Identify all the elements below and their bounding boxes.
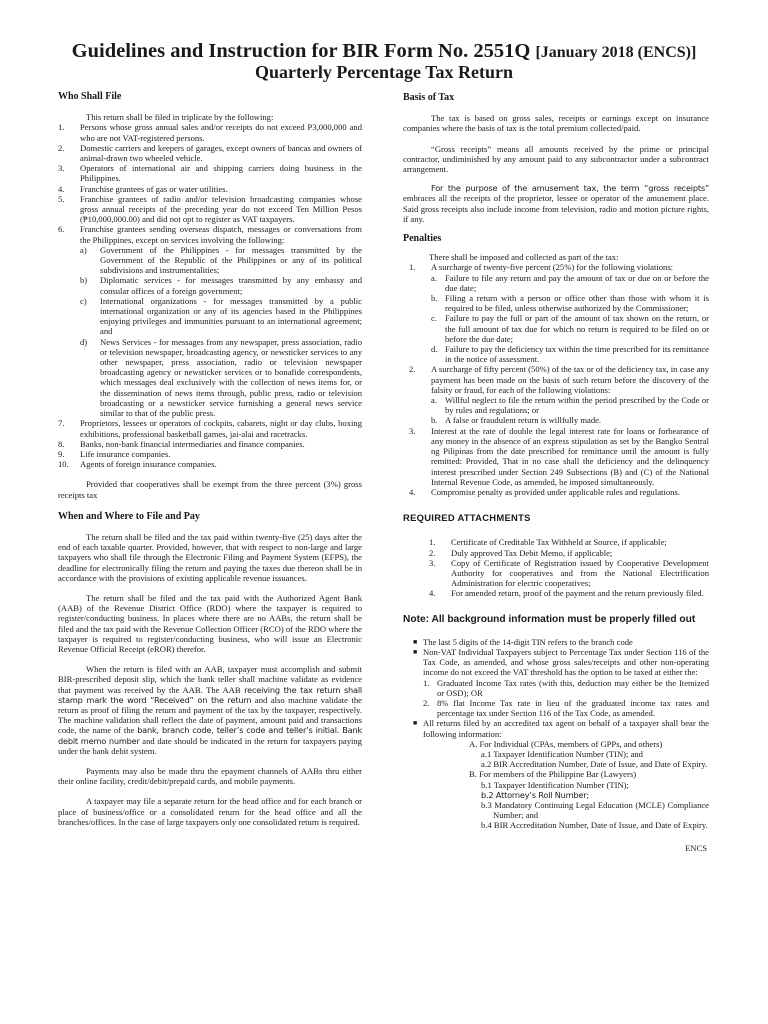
penalties-heading: Penalties — [403, 233, 442, 245]
list-item: 3. Copy of Certificate of Registration issued by Cooperative Development Authority for cooperatives and from the National Electrification Administration for electric cooperatives; — [429, 557, 709, 589]
note-list — [403, 637, 709, 831]
list-item: 3. Interest at the rate of double the legal interest rate for loans or forbearance of any money in the absence of an express stipulation as set by the Bangko Sentral ng Pilipinas from the date prescribed for remittance until the amount is fully remitted: Provided, That in no case shall the deficiency and the delinquency interest prescribed under Section 249 Subsections (B) and (C) of the National Internal Revenue Code, as amended, be imposed simultaneously. — [409, 425, 709, 487]
required-list — [403, 537, 709, 598]
list-item: a) Government of the Philippines - for messages transmitted by the Government of the Republic of the Philippines or any of its political subdivisions and instrumentalities; — [80, 244, 362, 276]
list-item: 2. Domestic carriers and keepers of garages, except owners of bancas and owners of animal-drawn two wheeled vehicle. — [58, 142, 362, 164]
bullet-icon: ■ — [413, 719, 418, 728]
list-item: 9. Life insurance companies. — [58, 448, 171, 459]
list-item: 1. A surcharge of twenty-five percent (25%) for the following violations: a. Failure to file any return and pay the amount of tax or due on or before the due date; b. Filing a return with a person or office other than those with whom it is required to be filed, unless otherwise authorized by the Commissioner; c. Failure to pay the full or part of the amount of tax shown on the return, or the full amount of tax due for which no return is required to be filed on or before the due date; d. Failure to pay the deficiency tax within the time prescribed for its remittance in the notice of assessment. — [409, 262, 709, 365]
penalties-intro: There shall be imposed and collected as part of the tax: — [429, 252, 619, 263]
agent-lawyer-heading: B. For members of the Philippine Bar (Lawyers) — [469, 769, 637, 780]
when-paragraph-3: When the return is filed with an AAB, taxpayer must accomplish and submit BIR-prescribed deposit slip, which the bank teller shall machine validate as evidence that payment was received by the AAB. The AAB receiving the tax return shall stamp mark the word “Received” on the return and also machine validate the return as proof of filing the return and payment of the tax by the taxpayer, respectively. The machine validation shall reflect the date of payment, amount paid and transactions code, the name of the bank, branch code, teller’s code and teller’s initial. Bank debit memo number and date should be indicated in the return for taxpayers paying under the bank debit system. — [58, 664, 363, 756]
list-item: b) Diplomatic services - for messages transmitted by any embassy and consular offices of a foreign government; — [80, 275, 362, 296]
who-proviso: Provided that cooperatives shall be exempt from the three percent (3%) gross receipts tax — [58, 479, 362, 500]
list-item: 1. Graduated Income Tax rates (with this, deduction may either be the Itemized or OSD); OR — [423, 677, 709, 698]
who-heading: Who Shall File — [58, 91, 122, 102]
bullet-icon: ■ — [413, 647, 418, 656]
list-item: 1. Persons whose gross annual sales and/or receipts do not exceed P3,000,000 and who are not VAT-registered persons. — [58, 122, 362, 143]
note-heading: Note: All background information must be properly filled out — [403, 613, 696, 625]
agent-lawyer-roll-number: b.2 Attorney’s Roll Number; — [481, 789, 589, 800]
list-item: d) News Services - for messages from any newspaper, press association, radio or television newspaper, broadcasting agency, or newsticker services to any other newspaper, press association, radio or television newspaper broadcasting agency or newsticker services or to bonafide correspondents, which messages deal exclusively with the collection of news items for, or the dissemination of news items through, public press, radio or television broadcasting or a newsticker service furnishing a general news service similar to that of the public press. — [80, 336, 362, 419]
who-sub-list — [80, 245, 362, 418]
list-item: 8. Banks, non-bank financial intermediaries and finance companies. — [58, 438, 305, 449]
list-item: a. Willful neglect to file the return within the period prescribed by the Code or by rules and regulations; or — [431, 395, 709, 416]
agent-individual-heading: A. For Individual (CPAs, members of GPPs, and others) — [469, 738, 663, 749]
required-heading: REQUIRED ATTACHMENTS — [403, 512, 531, 524]
title-version: [January 2018 (ENCS)] — [535, 44, 697, 61]
basis-paragraph-1: The tax is based on gross sales, receipts or earnings except on insurance companies where the basis of tax is the total premium collected/paid. — [403, 113, 709, 134]
basis-heading: Basis of Tax — [403, 92, 455, 103]
note-option-list — [423, 678, 709, 719]
footer-code: ENCS — [685, 842, 707, 853]
list-item: 6. Franchise grantees sending overseas dispatch, messages or conversations from the Philippines, except on services involving the following: a) Government of the Philippines - for messages transmitted by the Government of the Republic of the Philippines or any of its political subdivisions and instrumentalities; b) Diplomatic services - for messages transmitted by any embassy and consular offices of a foreign government; c) International organizations - for messages transmitted by a public international organization or any of its agencies based in the Philippines enjoying privileges and immunities pursuant to an international agreement; and d) News Services - for messages from any newspaper, press association, radio or television newspaper, broadcasting agency, or newsticker services to any other newspaper, press association, radio or television newspaper broadcasting agency or newsticker services or to bonafide correspondents, which messages deal exclusively with the collection of news items for, or the dissemination of news items through, public press, radio or television broadcasting or a newsticker service furnishing a general news service similar to that of the public press. — [58, 224, 362, 419]
penalties-sub-list-2 — [431, 395, 709, 426]
when-paragraph-5: A taxpayer may file a separate return for the head office and for each branch or place of business/office or a consolidated return for the head office and all the branches/offices. In the case of large taxpayers only one consolidated return is required. — [58, 796, 362, 827]
handwritten-bank-text: bank, branch code, teller’s code and teller’s initial. Bank debit memo number — [58, 725, 363, 746]
penalties-list — [403, 262, 709, 497]
list-item: ■ All returns filed by an accredited tax agent on behalf of a taxpayer shall bear the following information: A. For Individual (CPAs, members of GPPs, and others) a.1 Taxpayer Identification Number (TIN); and a.2 BIR Accreditation Number, Date of Issue, and Date of Expiry. B. For members of the Philippine Bar (Lawyers) b.1 Taxpayer Identification Number (TIN); b.2 Attorney’s Roll Number; b.3 Mandatory Continuing Legal Education (MCLE) Compliance Number; and b.4 BIR Accreditation Number, Date of Issue, and Date of Expiry. — [413, 718, 709, 831]
agent-individual-accreditation: a.2 BIR Accreditation Number, Date of Issue, and Date of Expiry. — [481, 759, 708, 770]
when-heading: When and Where to File and Pay — [58, 510, 200, 522]
right-column — [403, 90, 709, 853]
list-item: 4. Compromise penalty as provided under applicable rules and regulations. — [409, 486, 680, 497]
agent-lawyer-tin: b.1 Taxpayer Identification Number (TIN); — [481, 779, 629, 790]
title-sub: Quarterly Percentage Tax Return — [254, 62, 514, 82]
list-item: ■ Non-VAT Individual Taxpayers subject to Percentage Tax under Section 116 of the Tax Code, as amended, and whose gross sales/receipts and other non-operating income do not exceed the VAT threshold has the option to be taxed at either the: 1. Graduated Income Tax rates (with this, deduction may either be the Itemized or OSD); OR 2. 8% flat Income Tax rate in lieu of the graduated income tax rates and percentage tax under Section 116 of the Tax Code, as amended. — [413, 646, 709, 719]
list-item: 2. A surcharge of fifty percent (50%) of the tax or of the deficiency tax, in case any payment has been made on the basis of such return before the discovery of the falsity or fraud, for each of the following violations: a. Willful neglect to file the return within the period prescribed by the Code or by rules and regulations; or b. A false or fraudulent return is willfully made. — [409, 364, 709, 426]
title-main: Guidelines and Instruction for BIR Form No. 2551Q — [71, 40, 531, 62]
list-item: 5. Franchise grantees of radio and/or television broadcasting companies whose gross annual receipts of the preceding year do not exceed Ten Million Pesos (₱10,000,000.00) and did not opt to register as VAT taxpayers. — [58, 193, 362, 225]
list-item: 10. Agents of foreign insurance companies. — [58, 459, 217, 470]
list-item: b. Filing a return with a person or office other than those with whom it is required to be filed, unless otherwise authorized by the Commissioner; — [431, 293, 709, 314]
list-item: 7. Proprietors, lessees or operators of cockpits, cabarets, night or day clubs, boxing exhibitions, professional basketball games, jai-alai and racetracks. — [58, 418, 362, 439]
basis-paragraph-3: For the purpose of the amusement tax, the term “gross receipts” embraces all the receipts of the proprietor, lessee or operator of the amusement place. Said gross receipts also include income from television, radio and motion picture rights, if any. — [403, 183, 709, 224]
list-item: ■ The last 5 digits of the 14-digit TIN refers to the branch code — [413, 636, 633, 647]
list-item: 1. Certificate of Creditable Tax Withheld at Source, if applicable; — [429, 537, 667, 548]
agent-individual-tin: a.1 Taxpayer Identification Number (TIN); and — [481, 748, 643, 759]
handwritten-amusement-text: For the purpose of the amusement tax, the term “gross receipts” — [431, 183, 709, 194]
agent-lawyer-mcle: b.3 Mandatory Continuing Legal Education (MCLE) Compliance Number; and — [481, 799, 709, 821]
who-list — [58, 122, 362, 469]
who-intro: This return shall be filed in triplicate by the following: — [86, 112, 274, 123]
list-item: a. Failure to file any return and pay the amount of tax or due on or before the due date; — [431, 272, 709, 293]
when-paragraph-4: Payments may also be made thru the epayment channels of AABs thru either their online facility, credit/debit/prepaid cards, and mobile payments. — [58, 765, 362, 787]
list-item: d. Failure to pay the deficiency tax within the time prescribed for its remittance in the notice of assessment. — [431, 344, 709, 365]
list-item: c. Failure to pay the full or part of the amount of tax shown on the return, or the full amount of tax due for which no return is required to be filed on or before the due date; — [431, 313, 709, 344]
when-paragraph-1: The return shall be filed and the tax paid within twenty-five (25) days after the end of each taxable quarter. Provided, however, that with respect to non-large and large taxpayers who shall file through the Electronic Filing and Payment System (EFPS), the deadline for electronically filing the return and paying the taxes due thereon shall be in accordance with the provisions of existing applicable revenue issuances. — [58, 531, 362, 583]
left-column — [58, 90, 362, 827]
list-item: c) International organizations - for messages transmitted by a public international organization or any of its agencies based in the Philippines enjoying privileges and immunities pursuant to an international agreement; and — [80, 295, 362, 337]
bullet-icon: ■ — [413, 637, 418, 646]
list-item: 2. Duly approved Tax Debit Memo, if applicable; — [429, 547, 613, 558]
when-paragraph-2: The return shall be filed and the tax paid with the Authorized Agent Bank (AAB) of the Revenue District Office (RDO) where the taxpayer is required to register/conducting business. In places where there are no AABs, the return shall be filed and the tax paid with the Revenue Collection Officer (RCO) of the RDO where the taxpayer is required to register/conducting business, who will issue an Electronic Revenue Official Receipt (eROR) therefor. — [58, 592, 362, 654]
basis-paragraph-2: “Gross receipts” means all amounts received by the prime or principal contractor, undiminished by any amount paid to any subcontractor under a subcontract arrangement. — [403, 143, 709, 175]
penalties-sub-list-1 — [431, 273, 709, 365]
list-item: b. A false or fraudulent return is willfully made. — [431, 415, 602, 426]
list-item: 3. Operators of international air and shipping carriers doing business in the Philippines. — [58, 163, 362, 184]
list-item: 4. Franchise grantees of gas or water utilities. — [58, 183, 228, 194]
handwritten-received-text: receiving the tax return shall stamp mark the word “Received” on the return — [58, 684, 362, 705]
agent-lawyer-accreditation: b.4 BIR Accreditation Number, Date of Issue, and Date of Expiry. — [481, 820, 708, 831]
list-item: 4. For amended return, proof of the payment and the return previously filed. — [429, 588, 704, 599]
list-item: 2. 8% flat Income Tax rate in lieu of the graduated income tax rates and percentage tax under Section 116 of the Tax Code, as amended. — [423, 697, 709, 719]
